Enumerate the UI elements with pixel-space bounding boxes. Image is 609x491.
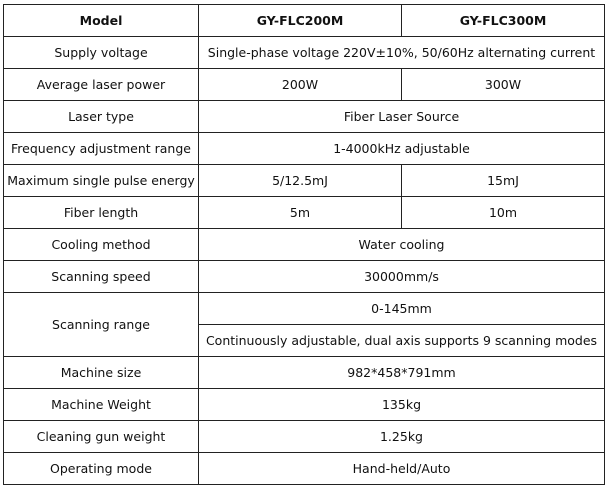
row-value: 982*458*791mm	[199, 357, 605, 389]
row-label: Scanning speed	[4, 261, 199, 293]
header-label: Model	[4, 5, 199, 37]
row-label: Supply voltage	[4, 37, 199, 69]
row-value-a: 5/12.5mJ	[199, 165, 402, 197]
table-row	[4, 453, 605, 485]
row-label: Operating mode	[4, 453, 199, 485]
row-value: 1-4000kHz adjustable	[199, 133, 605, 165]
table-row	[4, 133, 605, 165]
row-label: Machine size	[4, 357, 199, 389]
row-value: 0-145mm	[199, 293, 605, 325]
row-value: Water cooling	[199, 229, 605, 261]
row-value-b: 15mJ	[402, 165, 605, 197]
row-value: 30000mm/s	[199, 261, 605, 293]
row-label: Laser type	[4, 101, 199, 133]
row-label: Cleaning gun weight	[4, 421, 199, 453]
row-label: Average laser power	[4, 69, 199, 101]
table-row	[4, 229, 605, 261]
table-row	[4, 37, 605, 69]
row-value-a: 200W	[199, 69, 402, 101]
row-value: 135kg	[199, 389, 605, 421]
header-row	[4, 5, 605, 37]
header-model-b: GY-FLC300M	[402, 5, 605, 37]
table-row	[4, 293, 605, 325]
row-label: Maximum single pulse energy	[4, 165, 199, 197]
row-label: Cooling method	[4, 229, 199, 261]
row-value: Hand-held/Auto	[199, 453, 605, 485]
table-row	[4, 421, 605, 453]
row-value: 1.25kg	[199, 421, 605, 453]
header-model-a: GY-FLC200M	[199, 5, 402, 37]
table-row	[4, 357, 605, 389]
row-value: Fiber Laser Source	[199, 101, 605, 133]
row-label: Fiber length	[4, 197, 199, 229]
table-row	[4, 261, 605, 293]
row-value-a: 5m	[199, 197, 402, 229]
row-label: Machine Weight	[4, 389, 199, 421]
row-label: Frequency adjustment range	[4, 133, 199, 165]
row-value: Continuously adjustable, dual axis supports 9 scanning modes	[199, 325, 605, 357]
row-label: Scanning range	[4, 293, 199, 357]
row-value-b: 300W	[402, 69, 605, 101]
table-row	[4, 165, 605, 197]
table-row	[4, 101, 605, 133]
table-row	[4, 389, 605, 421]
row-value-b: 10m	[402, 197, 605, 229]
spec-table	[3, 4, 605, 485]
row-value: Single-phase voltage 220V±10%, 50/60Hz alternating current	[199, 37, 605, 69]
table-row	[4, 197, 605, 229]
table-row	[4, 69, 605, 101]
